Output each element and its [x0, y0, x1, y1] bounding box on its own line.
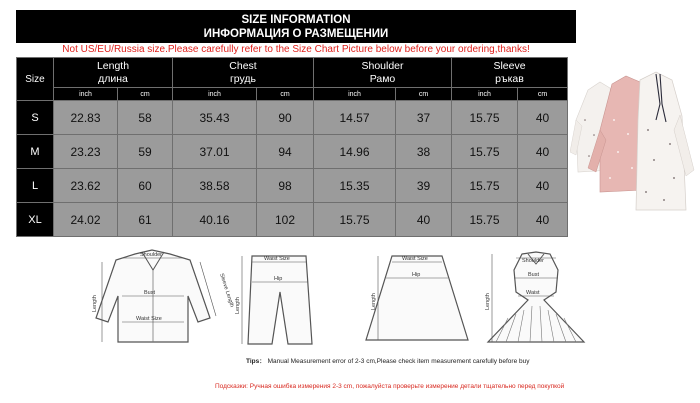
dress-shoulder-label: Shoulder	[522, 258, 545, 264]
table-row	[17, 135, 568, 169]
table-cell: 15.75	[452, 135, 518, 169]
table-cell: 38	[396, 135, 452, 169]
table-cell: 39	[396, 169, 452, 203]
garment-diagrams	[30, 248, 590, 356]
header-title-en: SIZE INFORMATION	[241, 14, 351, 26]
table-cell: 15.75	[452, 101, 518, 135]
size-warning: Not US/EU/Russia size.Please carefully refer to the Size Chart Picture below before your ordering,thanks!	[16, 43, 576, 57]
dress-length-label: Length	[485, 293, 491, 310]
table-cell: 14.96	[314, 135, 396, 169]
sleeve-label-en: Sleeve	[493, 59, 526, 72]
table-cell: 90	[257, 101, 314, 135]
table-cell: 40	[518, 169, 568, 203]
table-cell: 22.83	[54, 101, 118, 135]
table-cell: 40	[518, 135, 568, 169]
table-cell: 59	[118, 135, 173, 169]
row-size-label: XL	[17, 203, 54, 237]
jacket-shoulder-label: Shoulder	[140, 252, 163, 258]
table-cell: 15.75	[452, 203, 518, 237]
skirt-waist-label: Waist Size	[402, 256, 428, 262]
table-cell: 58	[118, 101, 173, 135]
table-cell: 40	[396, 203, 452, 237]
jacket-length-label: Length	[92, 295, 98, 312]
pants-waist-label: Waist Size	[264, 256, 290, 262]
tips-note	[246, 356, 529, 365]
unit-inch: inch	[54, 88, 118, 101]
table-cell: 23.62	[54, 169, 118, 203]
chest-header	[173, 58, 314, 88]
table-cell: 15.35	[314, 169, 396, 203]
table-row	[17, 169, 568, 203]
unit-cm: cm	[257, 88, 314, 101]
tips-prefix: Tips：	[246, 358, 266, 365]
row-size-label: L	[17, 169, 54, 203]
size-chart-table	[16, 57, 567, 237]
length-label-en: Length	[96, 59, 130, 72]
sleeve-label-ru: ръкав	[495, 72, 524, 85]
table-cell: 37	[396, 101, 452, 135]
jacket-bust-label: Bust	[144, 290, 156, 296]
table-cell: 23.23	[54, 135, 118, 169]
dress-waist-label: Waist	[526, 290, 540, 296]
unit-inch: inch	[173, 88, 257, 101]
sleeve-header	[452, 58, 568, 88]
table-cell: 40	[518, 203, 568, 237]
unit-cm: cm	[396, 88, 452, 101]
jacket-waist-label: Waist Size	[136, 316, 162, 322]
pants-hip-label: Hip	[274, 276, 283, 282]
table-cell: 35.43	[173, 101, 257, 135]
table-cell: 14.57	[314, 101, 396, 135]
pants-diagram-icon	[235, 256, 312, 344]
unit-cm: cm	[118, 88, 173, 101]
table-cell: 24.02	[54, 203, 118, 237]
unit-cm: cm	[518, 88, 568, 101]
skirt-length-label: Length	[371, 293, 377, 310]
unit-inch: inch	[452, 88, 518, 101]
chest-label-en: Chest	[229, 59, 257, 72]
table-cell: 38.58	[173, 169, 257, 203]
table-cell: 98	[257, 169, 314, 203]
shoulder-label-ru: Рамо	[369, 72, 396, 85]
shoulder-label-en: Shoulder	[361, 59, 404, 72]
table-cell: 40.16	[173, 203, 257, 237]
table-row	[17, 203, 568, 237]
table-cell: 61	[118, 203, 173, 237]
table-cell: 40	[518, 101, 568, 135]
jacket-diagram-icon	[92, 250, 235, 342]
blouse-photo	[570, 60, 695, 240]
table-cell: 102	[257, 203, 314, 237]
skirt-diagram-icon	[366, 256, 468, 340]
length-label-ru: длина	[98, 72, 128, 85]
chest-label-ru: грудь	[229, 72, 257, 85]
table-row	[17, 101, 568, 135]
tips-text: Manual Measurement error of 2-3 cm,Please check item measurement carefully before buy	[267, 358, 530, 365]
row-size-label: M	[17, 135, 54, 169]
dress-bust-label: Bust	[528, 272, 540, 278]
pants-length-label: Length	[235, 297, 241, 314]
table-cell: 60	[118, 169, 173, 203]
skirt-hip-label: Hip	[412, 272, 421, 278]
shoulder-header	[314, 58, 452, 88]
row-size-label: S	[17, 101, 54, 135]
table-cell: 94	[257, 135, 314, 169]
dress-diagram-icon	[485, 252, 584, 342]
jacket-sleeve-label: Sleeve Length	[218, 272, 235, 309]
table-cell: 15.75	[314, 203, 396, 237]
unit-inch: inch	[314, 88, 396, 101]
header-title-ru: ИНФОРМАЦИЯ О РАЗМЕЩЕНИИ	[203, 28, 389, 40]
table-cell: 15.75	[452, 169, 518, 203]
length-header	[54, 58, 173, 88]
table-cell: 37.01	[173, 135, 257, 169]
size-info-header	[16, 10, 576, 43]
ru-tips-note: Подсказки: Ручная ошибка измерения 2-3 cm, пожалуйста проверьте измерение детали тщательно перед покупкой	[215, 383, 565, 390]
size-column-header: Size	[17, 58, 54, 101]
